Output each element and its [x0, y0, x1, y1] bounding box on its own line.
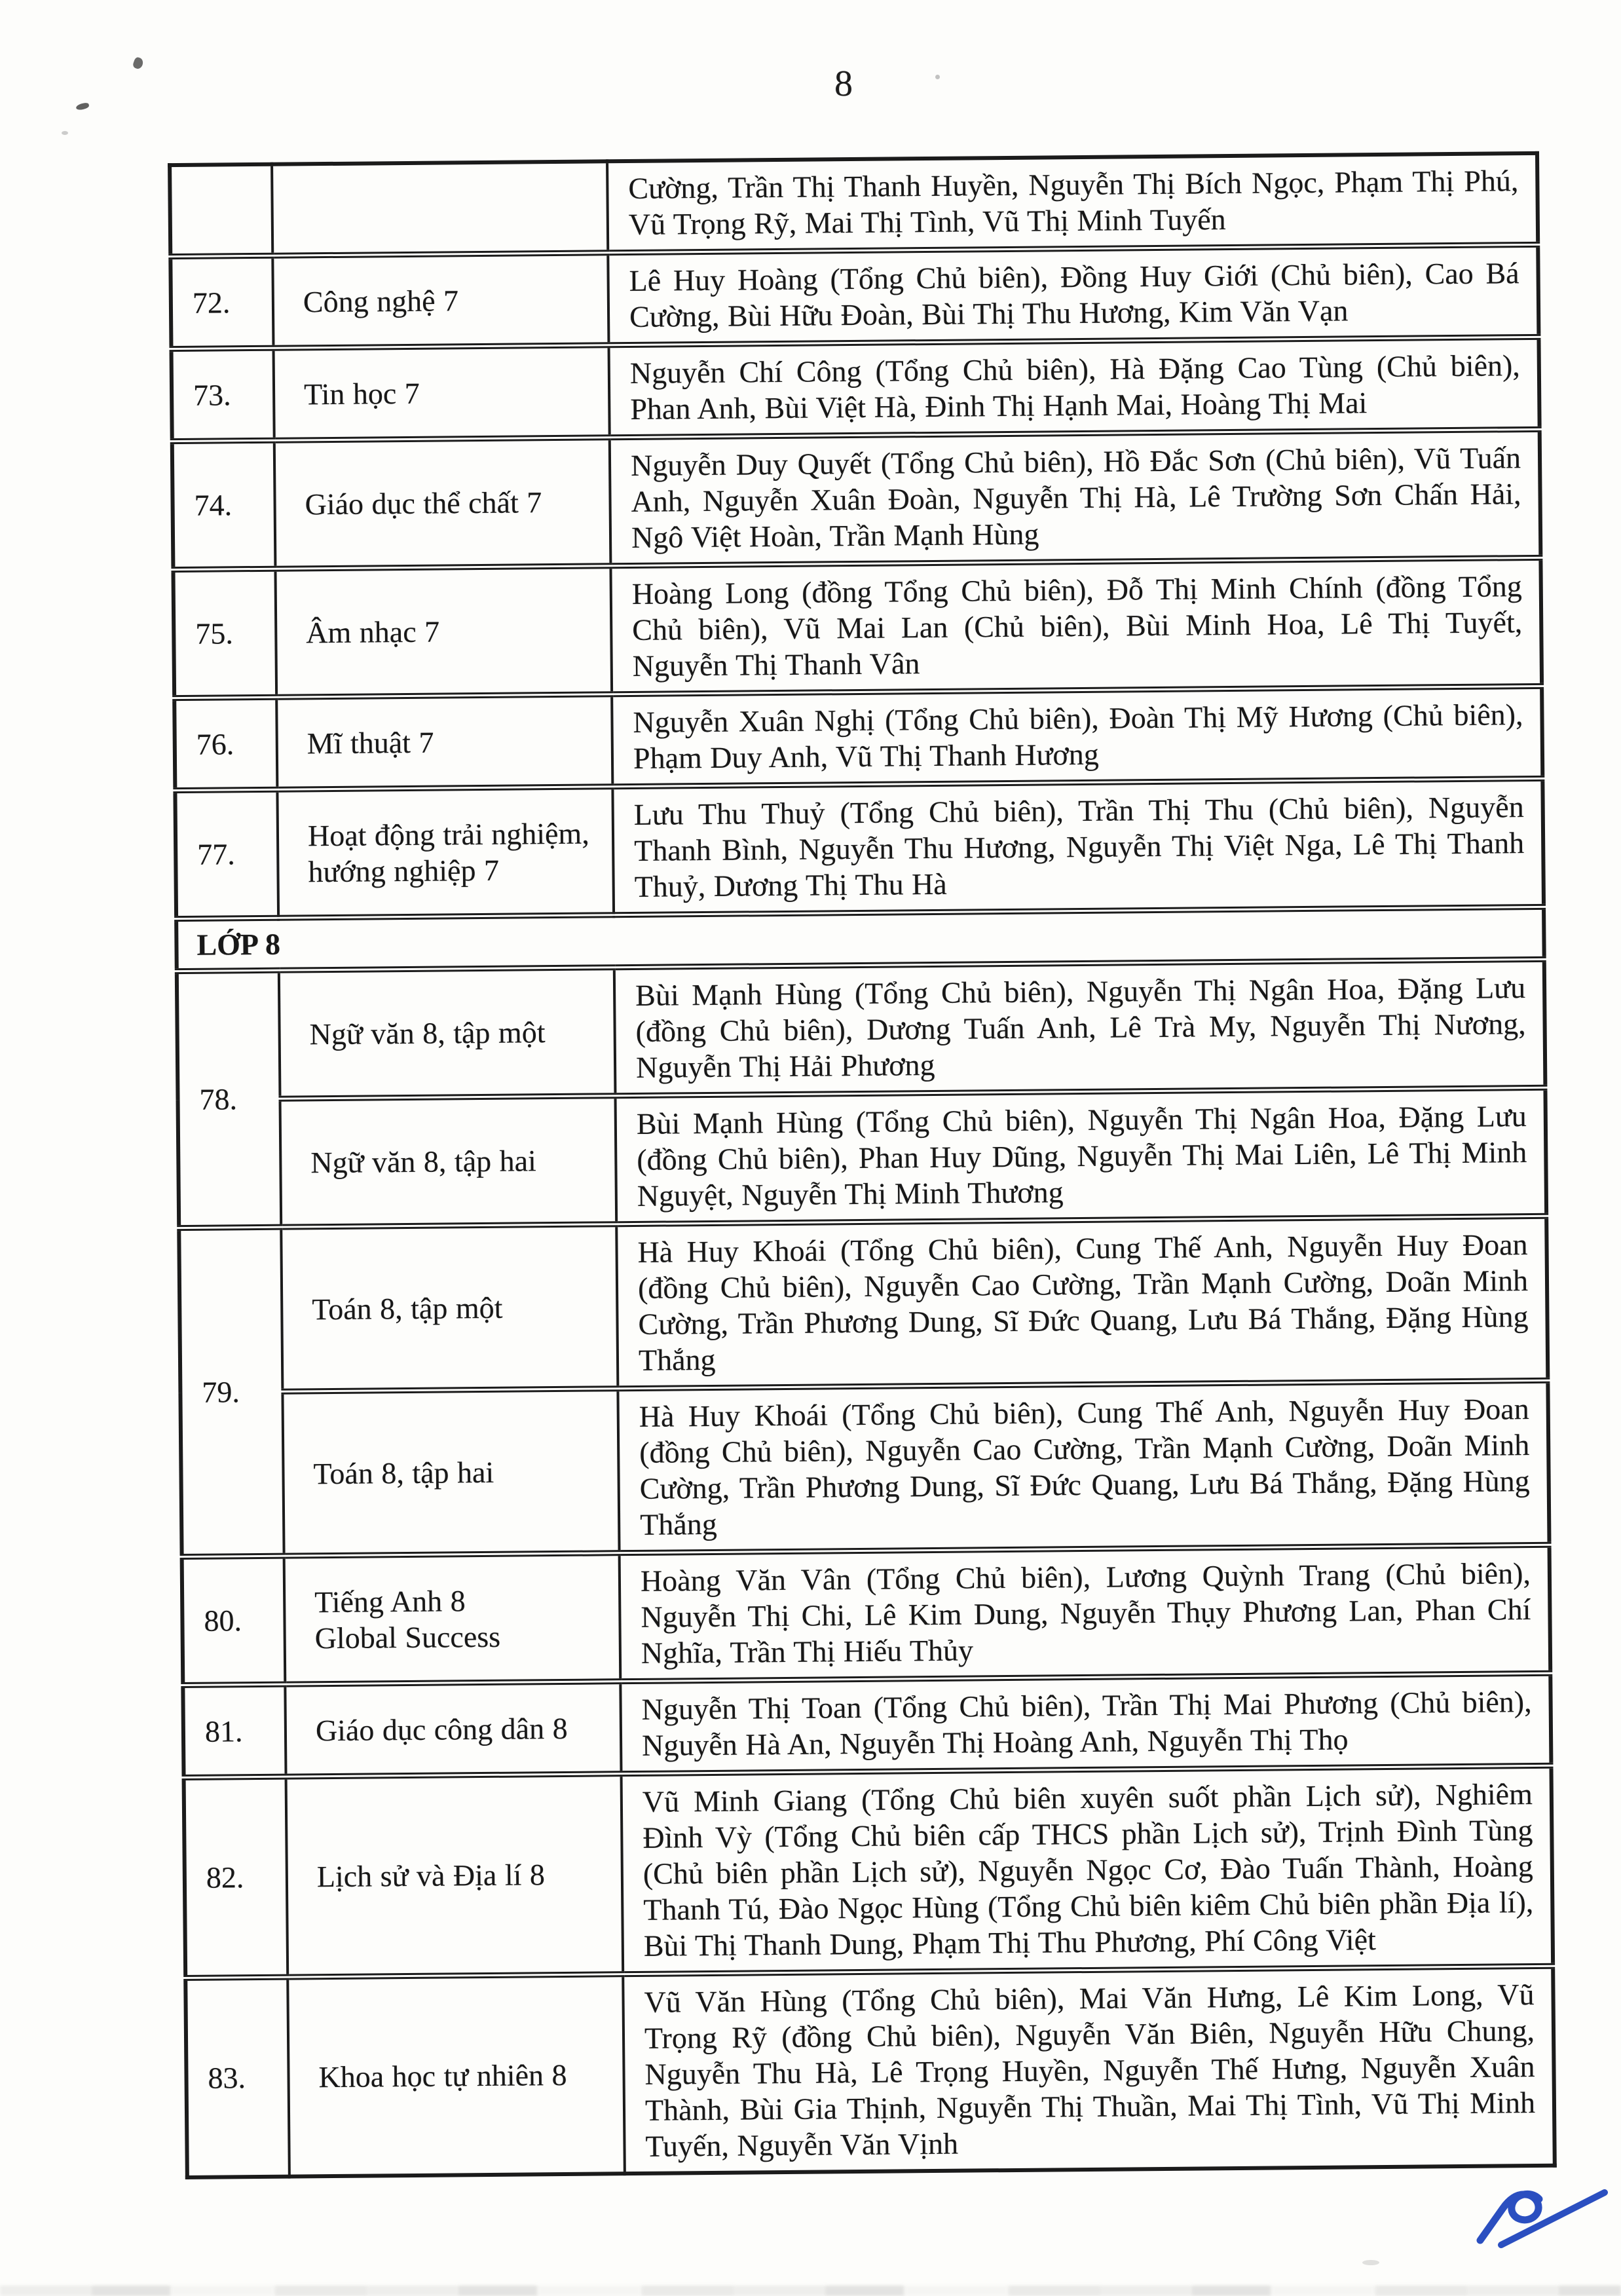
table-row — [182, 1545, 1551, 1685]
table-row-group-79a — [179, 1216, 1548, 1392]
book-authors: Vũ Minh Giang (Tổng Chủ biên xuyên suốt phần Lịch sử), Nghiêm Đình Vỳ (Tổng Chủ biên cấp THCS phần Lịch sử), Trịnh Đình Tùng (Chủ biên phần Lịch sử), Nguyễn Ngọc Cơ, Đào Tuấn Thành, Hoàng Thanh Tú, Đào Ngọc Hùng (Tổng Chủ biên kiêm Chủ biên phần Địa lí), Bùi Thị Thanh Dung, Phạm Thị Thu Phương, Phí Công Việt — [622, 1765, 1554, 1974]
table-row — [173, 557, 1542, 698]
book-title: Giáo dục thể chất 7 — [274, 438, 611, 569]
book-title-line1: Tiếng Anh 8 — [314, 1583, 466, 1619]
book-authors: Nguyễn Thị Toan (Tổng Chủ biên), Trần Thị Mai Phương (Chủ biên), Nguyễn Hà An, Nguyễn Thị Hoàng Anh, Nguyễn Thị Thọ — [620, 1673, 1551, 1773]
table-row-continuation — [170, 153, 1538, 257]
table-row — [183, 1673, 1551, 1777]
book-authors: Lê Huy Hoàng (Tổng Chủ biên), Đồng Huy Giới (Chủ biên), Cao Bá Cường, Bùi Hữu Đoàn, Bùi Thị Thu Hương, Kim Văn Vạn — [608, 244, 1538, 345]
table-row — [184, 1765, 1554, 1978]
book-authors: Hoàng Văn Vân (Tổng Chủ biên), Lương Quỳnh Trang (Chủ biên), Nguyễn Thị Chi, Lê Kim Dung, Nguyễn Thụy Phương Lan, Phan Chí Nghĩa, Trần Thị Hiếu Thủy — [620, 1545, 1551, 1681]
scan-speck — [75, 102, 89, 111]
textbook-table — [168, 151, 1557, 2179]
scan-speck — [1362, 2260, 1379, 2265]
row-number: 83. — [185, 1977, 289, 2177]
book-authors: Cường, Trần Thị Thanh Huyền, Nguyễn Thị Bích Ngọc, Phạm Thị Phú, Vũ Trọng Rỹ, Mai Thị Tình, Vũ Thị Minh Tuyến — [607, 153, 1538, 253]
table-row — [172, 429, 1541, 569]
book-authors: Nguyễn Chí Công (Tổng Chủ biên), Hà Đặng Cao Tùng (Chủ biên), Phan Anh, Bùi Việt Hà, Đinh Thị Hạnh Mai, Hoàng Thị Mai — [608, 337, 1539, 437]
table-row — [174, 686, 1542, 790]
scan-edge-noise — [0, 2286, 1621, 2296]
row-number: 76. — [174, 697, 277, 790]
book-title-line2: Global Success — [314, 1619, 501, 1655]
page-number: 8 — [834, 64, 853, 104]
book-authors: Hà Huy Khoái (Tổng Chủ biên), Cung Thế Anh, Nguyễn Huy Đoan (đồng Chủ biên), Nguyễn Cao Cường, Trần Mạnh Cường, Doãn Minh Cường, Trần Phương Dung, Sĩ Đức Quang, Lưu Bá Thắng, Đặng Hùng Thắng — [618, 1380, 1549, 1553]
book-title: Mĩ thuật 7 — [276, 694, 612, 789]
book-authors: Bùi Mạnh Hùng (Tổng Chủ biên), Nguyễn Thị Ngân Hoa, Đặng Lưu (đồng Chủ biên), Dương Tuấn Anh, Lê Trà My, Nguyễn Thị Nương, Nguyễn Thị Hải Phương — [614, 959, 1546, 1095]
table-row — [185, 1966, 1555, 2177]
table-row-group-78b — [178, 1087, 1547, 1228]
blue-pen-signature-mark — [1453, 2165, 1616, 2283]
table-row — [172, 337, 1540, 441]
row-number: 75. — [173, 569, 276, 698]
textbook-table-wrap — [168, 151, 1557, 2179]
row-number: 72. — [170, 255, 273, 348]
table-row — [170, 244, 1538, 348]
row-number: 82. — [184, 1777, 288, 1978]
book-title — [284, 1553, 621, 1684]
scan-speck — [935, 75, 940, 79]
book-authors: Nguyễn Duy Quyết (Tổng Chủ biên), Hồ Đắc Sơn (Chủ biên), Vũ Tuấn Anh, Nguyễn Xuân Đoàn, Nguyễn Thị Hà, Lê Trường Sơn Chấn Hải, Ngô Việt Hoàn, Trần Mạnh Hùng — [610, 429, 1541, 565]
book-title: Ngữ văn 8, tập hai — [280, 1096, 617, 1227]
row-number: 81. — [183, 1684, 286, 1777]
book-title: Giáo dục công dân 8 — [285, 1682, 621, 1777]
book-authors: Lưu Thu Thuỷ (Tổng Chủ biên), Trần Thị Thu (Chủ biên), Nguyễn Thanh Bình, Nguyễn Thu Hương, Nguyễn Thị Việt Nga, Lê Thị Thanh Thuỷ, Dương Thị Thu Hà — [612, 778, 1544, 914]
book-title: Toán 8, tập hai — [282, 1389, 619, 1556]
scan-speck — [62, 131, 68, 135]
table-row-group-79b — [180, 1380, 1549, 1556]
section-header: LỚP 8 — [176, 907, 1544, 971]
book-title — [272, 161, 608, 255]
book-authors: Hoàng Long (đồng Tổng Chủ biên), Đỗ Thị Minh Chính (đồng Tổng Chủ biên), Vũ Mai Lan (Chủ biên), Bùi Minh Hoa, Lê Thị Tuyết, Nguyễn Thị Thanh Vân — [610, 557, 1542, 694]
book-title: Khoa học tự nhiên 8 — [288, 1974, 625, 2177]
book-authors: Vũ Văn Hùng (Tổng Chủ biên), Mai Văn Hưng, Lê Kim Long, Vũ Trọng Rỹ (đồng Chủ biên), Nguyễn Văn Biên, Nguyễn Hữu Chung, Nguyễn Thu Hà, Lê Trọng Huyền, Nguyễn Thế Hưng, Nguyễn Xuân Thành, Bùi Gia Thịnh, Nguyễn Thị Thuần, Mai Thị Tình, Vũ Thị Minh Tuyến, Nguyễn Văn Vịnh — [623, 1966, 1555, 2174]
row-number: 78. — [177, 970, 281, 1228]
table-row-group-78a — [177, 959, 1546, 1099]
row-number — [170, 164, 272, 257]
table-row — [175, 778, 1544, 918]
row-number: 79. — [179, 1227, 284, 1556]
book-authors: Bùi Mạnh Hùng (Tổng Chủ biên), Nguyễn Thị Ngân Hoa, Đặng Lưu (đồng Chủ biên), Phan Huy Dũng, Nguyễn Thị Mai Liên, Lê Thị Minh Nguyệt, Nguyễn Thị Minh Thương — [615, 1087, 1546, 1224]
book-title: Toán 8, tập một — [281, 1224, 618, 1391]
book-authors: Hà Huy Khoái (Tổng Chủ biên), Cung Thế Anh, Nguyễn Huy Đoan (đồng Chủ biên), Nguyễn Cao Cường, Trần Mạnh Cường, Doãn Minh Cường, Trần Phương Dung, Sĩ Đức Quang, Lưu Bá Thắng, Đặng Hùng Thắng — [616, 1216, 1548, 1388]
row-number: 80. — [182, 1556, 286, 1685]
book-title: Ngữ văn 8, tập một — [279, 968, 616, 1099]
book-title: Âm nhạc 7 — [275, 566, 612, 697]
row-number: 74. — [172, 440, 276, 569]
book-title: Lịch sử và Địa lí 8 — [286, 1774, 624, 1977]
row-number: 73. — [172, 348, 274, 441]
scan-speck — [132, 56, 145, 70]
book-authors: Nguyễn Xuân Nghị (Tổng Chủ biên), Đoàn Thị Mỹ Hương (Chủ biên), Phạm Duy Anh, Vũ Thị Thanh Hương — [612, 686, 1542, 786]
book-title: Tin học 7 — [274, 345, 610, 440]
row-number: 77. — [175, 789, 278, 918]
book-title: Hoạt động trải nghiệm, hướng nghiệp 7 — [277, 787, 614, 918]
book-title: Công nghệ 7 — [272, 253, 608, 348]
